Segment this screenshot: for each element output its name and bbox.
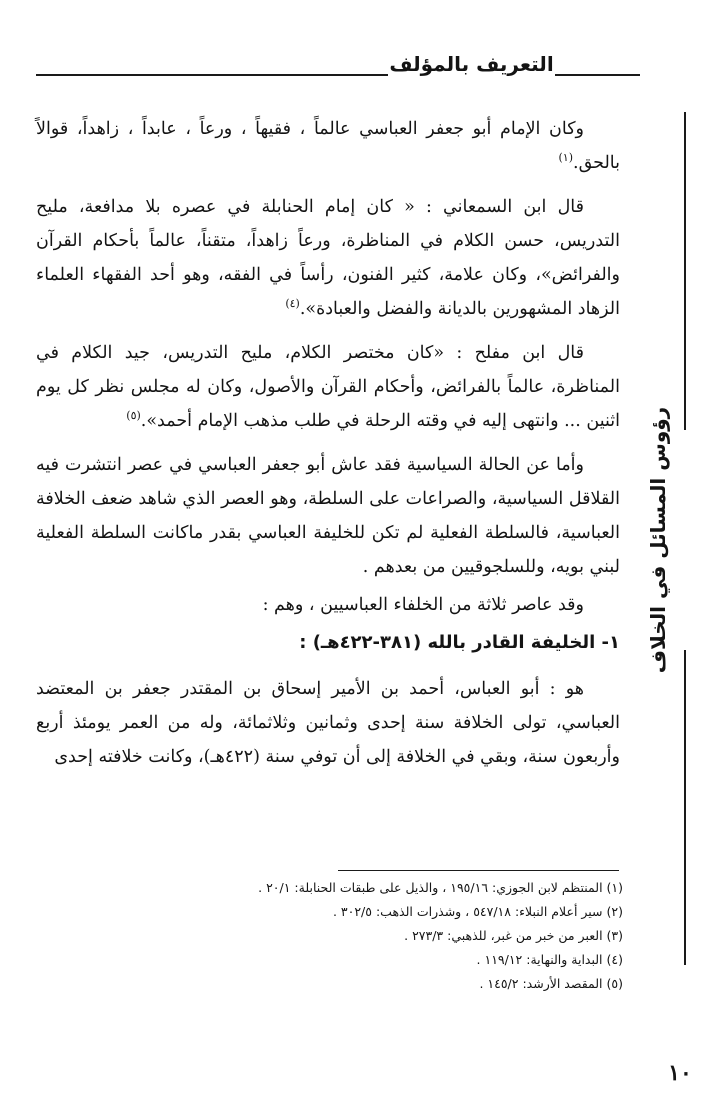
paragraph-3: قال ابن مفلح : «كان مختصر الكلام، مليح التدريس، جيد الكلام في المناظرة، عالماً بالفرائض، وأحكام القرآن والأصول، وكان له مجلس نظر كل يوم اثنين ... وانتهى إليه في وقته الرحلة في طلب مذهب الإمام أحمد».$^{(٥)}$ <box>36 343 620 431</box>
header-rule-right <box>555 74 640 76</box>
header-rule-left <box>36 74 388 76</box>
footnote-ref-5: (٥) <box>126 409 141 423</box>
footnote-1: (١) المنتظم لابن الجوزي: ١٩٥/١٦ ، والذيل على طبقات الحنابلة: ٢٠/١ . <box>258 880 623 895</box>
paragraph-5: وقد عاصر ثلاثة من الخلفاء العباسيين ، وهم : <box>262 595 584 615</box>
paragraph-6: هو : أبو العباس، أحمد بن الأمير إسحاق بن المقتدر جعفر بن المعتضد العباسي، تولى الخلافة سنة إحدى وثمانين وثلاثمائة، وله من العمر يومئذ أربع وأربعون سنة، وبقي في الخلافة إلى أن توفي سنة (٤٢٢هـ)، وكانت خلافته إحدى <box>36 679 620 767</box>
footnote-ref-1: (١) <box>558 151 573 165</box>
footnote-2: (٢) سير أعلام النبلاء: ٥٤٧/١٨ ، وشذرات الذهب: ٣٠٢/٥ . <box>332 904 623 919</box>
footnote-ref-4: (٤) <box>285 297 300 311</box>
footnotes <box>150 876 623 996</box>
page-number: ١٠ <box>668 1060 692 1086</box>
side-rule-bottom <box>684 650 686 965</box>
footnote-4: (٤) البداية والنهاية: ١١٩/١٢ . <box>476 952 623 967</box>
main-text <box>36 112 620 784</box>
paragraph-2: قال ابن السمعاني : « كان إمام الحنابلة في عصره بلا مدافعة، مليح التدريس، حسن الكلام في المناظرة، ورعاً زاهداً، متقناً، عالماً بأحكام القرآن والفرائض»، وكان علامة، كثير الفنون، رأساً في الفقه، وهو أحد الفقهاء العلماء الزهاد المشهورين بالديانة والفضل والعبادة».$^{(٤)}$ <box>36 197 620 319</box>
paragraph-1: وكان الإمام أبو جعفر العباسي عالماً ، فقيهاً ، ورعاً ، عابداً ، زاهداً، قوالاً بالحق.$^{(١)}$ <box>36 119 620 173</box>
footnote-5: (٥) المقصد الأرشد: ١٤٥/٢ . <box>479 976 623 991</box>
running-header-title: التعريف بالمؤلف <box>389 52 554 76</box>
paragraph-4: وأما عن الحالة السياسية فقد عاش أبو جعفر العباسي في عصر انتشرت فيه القلاقل السياسية، والصراعات على السلطة، وهو العصر الذي شاهد ضعف الخلافة العباسية، فالسلطة الفعلية لم تكن للخليفة العباسي بقدر ماكانت السلطة الفعلية لبني بويه، وللسلجوقيين من بعدهم . <box>36 455 620 577</box>
section-heading-caliph: ١- الخليفة القادر بالله (٣٨١-٤٢٢هـ) : <box>299 632 620 653</box>
side-book-title-text: رؤوس المسائل في الخلاف <box>646 406 670 674</box>
footnote-separator <box>338 870 619 871</box>
side-rule-top <box>684 112 686 430</box>
footnote-3: (٣) العبر من خبر من غبر، للذهبي: ٢٧٣/٣ . <box>404 928 623 943</box>
